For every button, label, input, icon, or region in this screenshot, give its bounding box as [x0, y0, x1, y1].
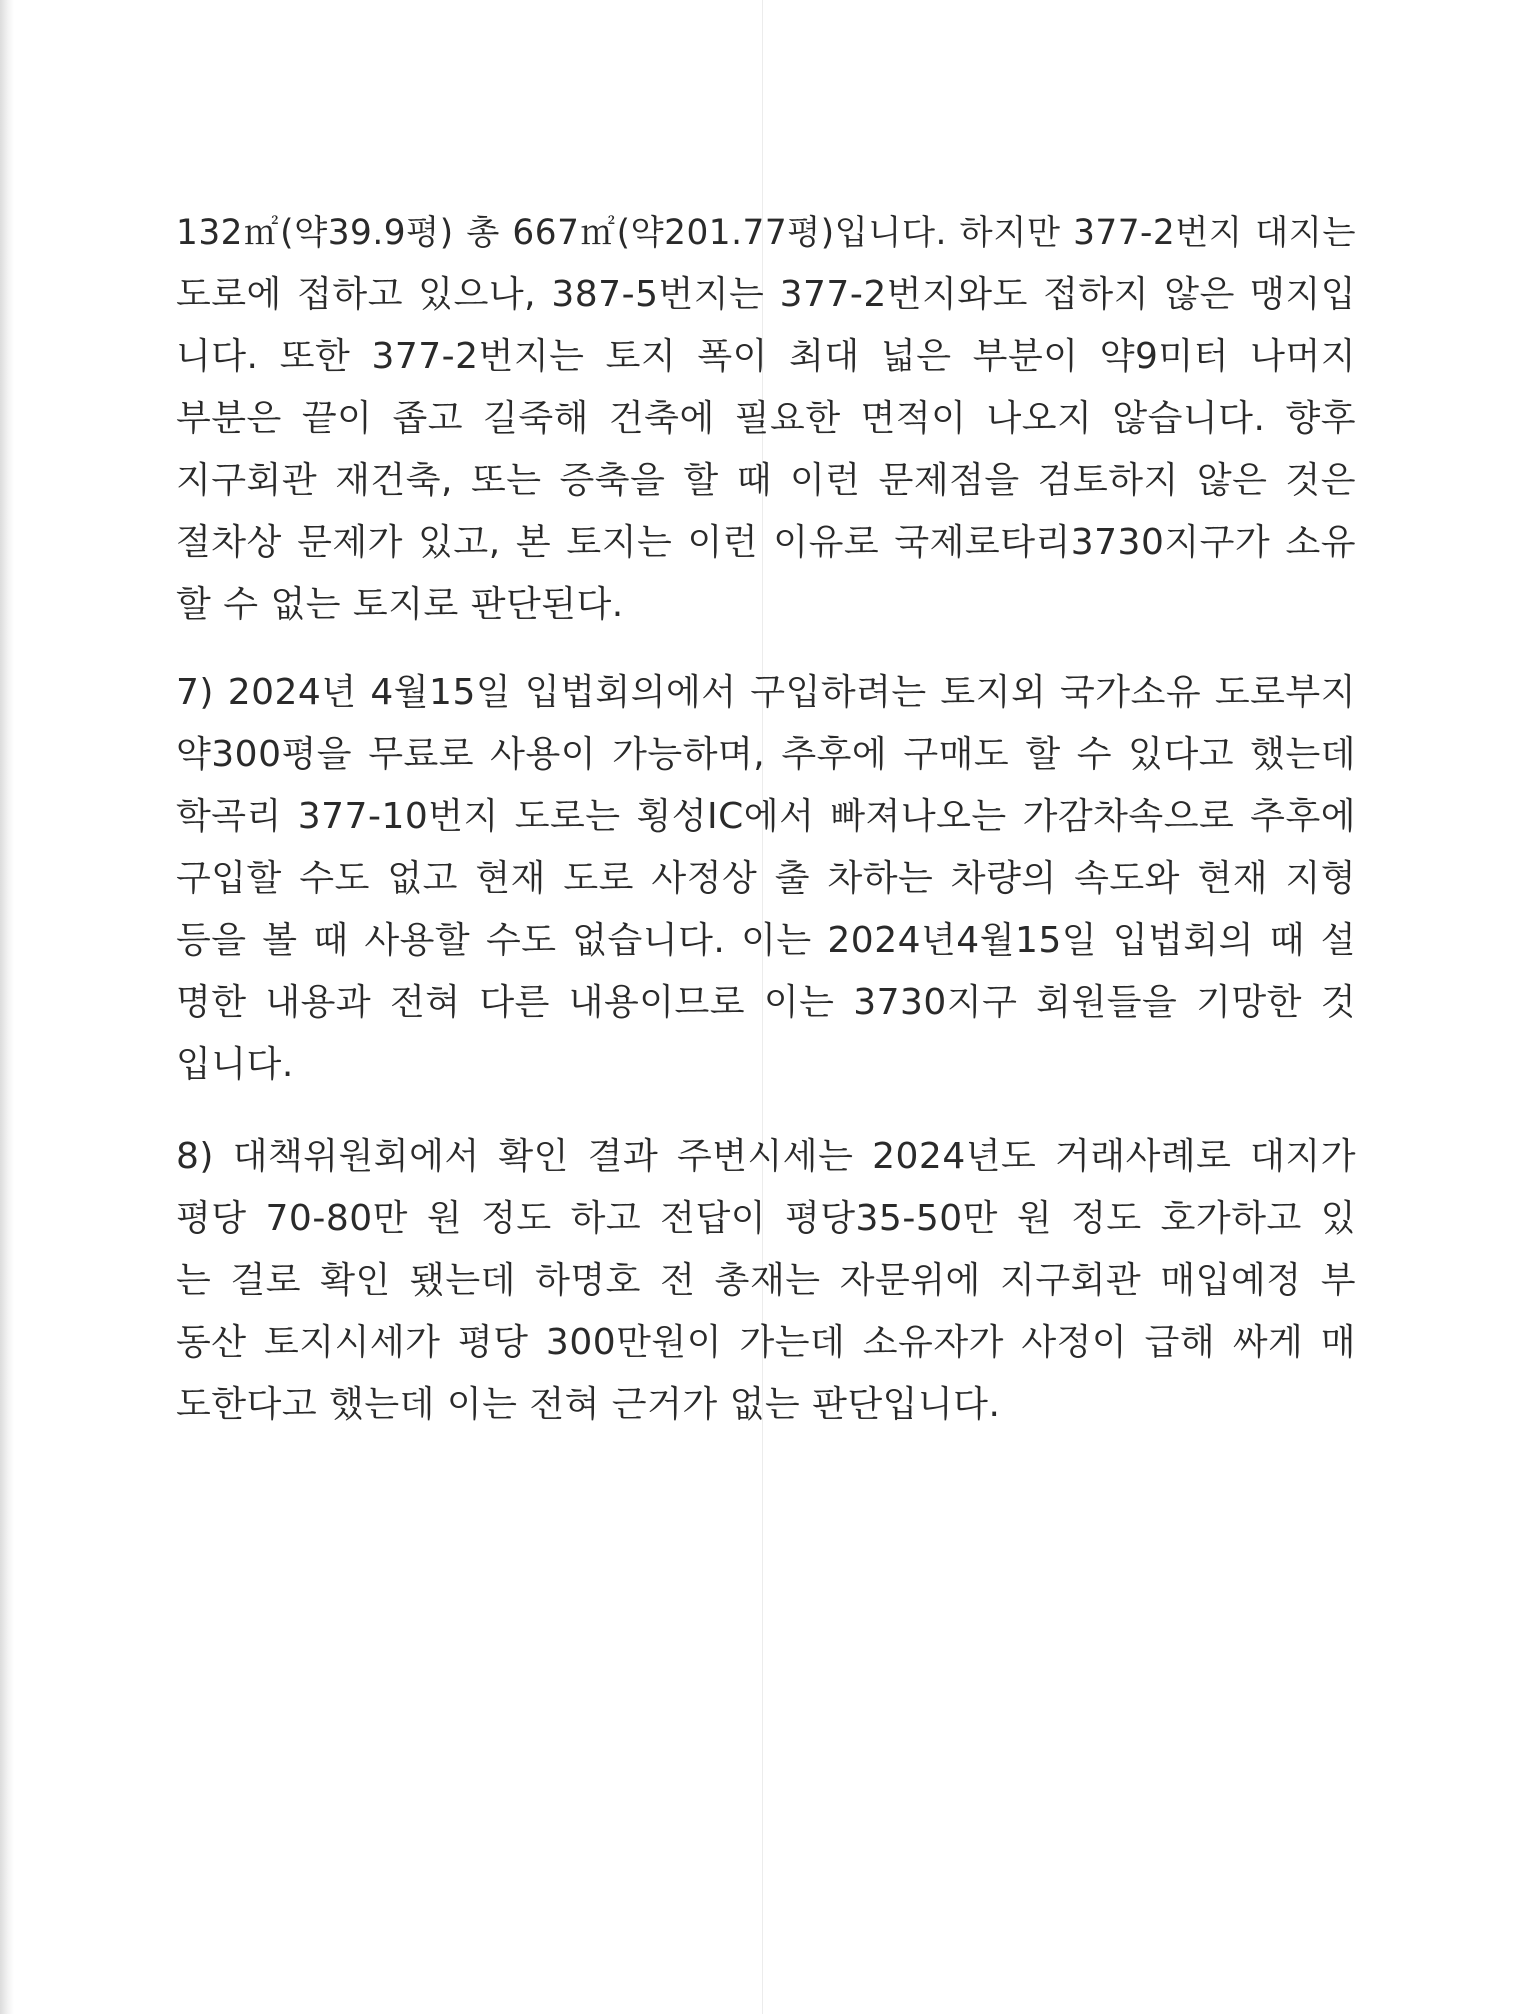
paragraph-item-8: [176, 1126, 1356, 1436]
text-line: 132㎡(약39.9평) 총 667㎡(약201.77평)입니다. 하지만 377-2번지 대지는: [176, 213, 1356, 253]
text-line: 등을 볼 때 사용할 수도 없습니다. 이는 2024년4월15일 입법회의 때 설: [176, 920, 1356, 961]
text-line: 도로에 접하고 있으나, 387-5번지는 377-2번지와도 접하지 않은 맹지입: [176, 274, 1356, 315]
text-line: 평당 70-80만 원 정도 하고 전답이 평당35-50만 원 정도 호가하고 있: [176, 1198, 1356, 1239]
text-line: 학곡리 377-10번지 도로는 횡성IC에서 빠져나오는 가감차속으로 추후에: [176, 796, 1356, 837]
text-line: 7) 2024년 4월15일 입법회의에서 구입하려는 토지외 국가소유 도로부지: [176, 672, 1356, 713]
text-line: 명한 내용과 전혀 다른 내용이므로 이는 3730지구 회원들을 기망한 것: [176, 982, 1356, 1023]
scan-edge-shadow: [0, 0, 14, 2014]
text-line: 도한다고 했는데 이는 전혀 근거가 없는 판단입니다.: [176, 1384, 1001, 1425]
text-line: 는 걸로 확인 됐는데 하명호 전 총재는 자문위에 지구회관 매입예정 부: [176, 1260, 1356, 1301]
text-line: 약300평을 무료로 사용이 가능하며, 추후에 구매도 할 수 있다고 했는데: [176, 734, 1356, 775]
text-line: 8) 대책위원회에서 확인 결과 주변시세는 2024년도 거래사례로 대지가: [176, 1136, 1356, 1177]
text-line: 구입할 수도 없고 현재 도로 사정상 출 차하는 차량의 속도와 현재 지형: [176, 858, 1356, 899]
text-line: 절차상 문제가 있고, 본 토지는 이런 이유로 국제로타리3730지구가 소유: [176, 522, 1356, 563]
text-line: 입니다.: [176, 1044, 294, 1085]
text-line: 동산 토지시세가 평당 300만원이 가는데 소유자가 사정이 급해 싸게 매: [176, 1322, 1356, 1363]
paragraph-item-7: [176, 662, 1356, 1096]
text-line: 부분은 끝이 좁고 길죽해 건축에 필요한 면적이 나오지 않습니다. 향후: [176, 398, 1356, 439]
text-line: 니다. 또한 377-2번지는 토지 폭이 최대 넓은 부분이 약9미터 나머지: [176, 336, 1356, 377]
text-line: 할 수 없는 토지로 판단된다.: [176, 584, 624, 625]
paragraph-land-shape: [176, 202, 1356, 636]
text-line: 지구회관 재건축, 또는 증축을 할 때 이런 문제점을 검토하지 않은 것은: [176, 460, 1356, 501]
